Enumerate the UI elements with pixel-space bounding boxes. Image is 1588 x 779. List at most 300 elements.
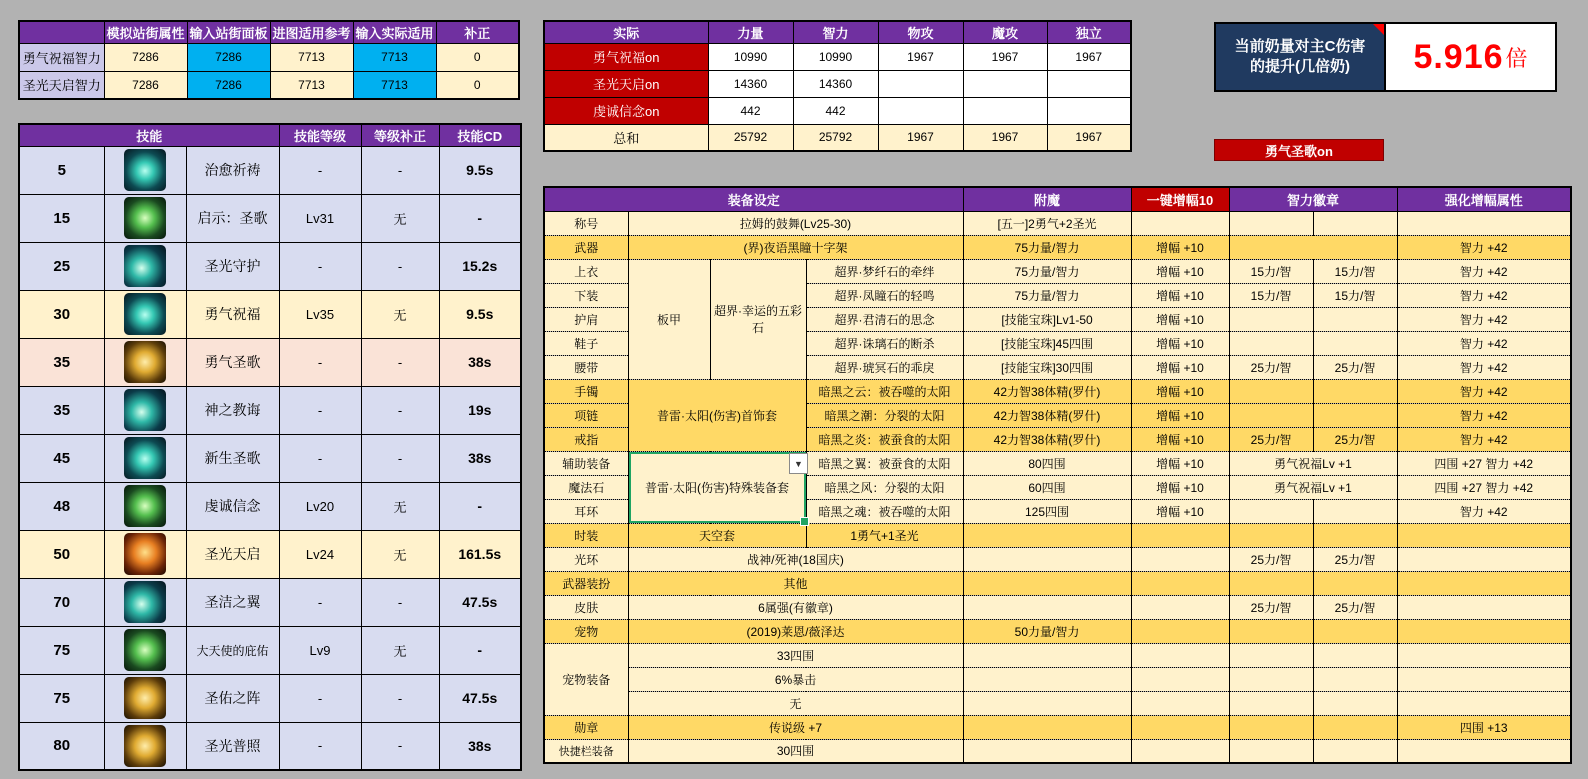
item-name: 30四围 [628,739,963,763]
slot-label: 魔法石 [544,475,628,499]
skill-row [19,194,521,242]
courage-hymn-icon [124,341,166,383]
reinforce-value: 四围 +27 智力 +42 [1397,451,1571,475]
revelation-hymn-icon [124,197,166,239]
skill-name: 圣光普照 [186,722,279,770]
stat-value: 7286 [104,71,187,99]
slot-label: 时装 [544,523,628,547]
badge-value: 25力/智 [1229,595,1313,619]
gods-teaching-icon [124,389,166,431]
slot-label: 戒指 [544,427,628,451]
item-name: 天空套 [628,523,806,547]
skill-cd: 38s [439,434,521,482]
level-fix: 无 [361,626,439,674]
reinforce-value [1397,667,1571,691]
skill-name: 圣光天启 [186,530,279,578]
skill-cd: 161.5s [439,530,521,578]
badge-value [1229,571,1313,595]
reinforce-value: 智力 +42 [1397,403,1571,427]
item-name: 超界·君清石的思念 [806,307,963,331]
reinforce-value: 智力 +42 [1397,235,1571,259]
table-row [19,124,521,146]
enchant-value: 75力量/智力 [963,235,1131,259]
column-header: 实际 [544,21,708,43]
enchant-value: 42力智38体精(罗什) [963,427,1131,451]
skill-row [19,338,521,386]
enchant-value: 75力量/智力 [963,259,1131,283]
enchant-value: 50力量/智力 [963,619,1131,643]
stat-value [1047,70,1131,97]
holy-wings-icon [124,581,166,623]
reinforce-value: 智力 +42 [1397,499,1571,523]
reinforce-value: 智力 +42 [1397,331,1571,355]
skill-name: 治愈祈祷 [186,146,279,194]
stat-value: 1967 [963,43,1047,70]
badge-value [1229,499,1313,523]
badge-value: 15力/智 [1229,283,1313,307]
slot-label: 称号 [544,211,628,235]
skill-req-level: 48 [19,482,104,530]
amplify-value: 增幅 +10 [1131,427,1229,451]
enchant-value: [技能宝珠]30四围 [963,355,1131,379]
skill-row [19,386,521,434]
skill-level: - [279,674,361,722]
slot-label: 手镯 [544,379,628,403]
amplify-value: 增幅 +10 [1131,307,1229,331]
skill-req-level: 45 [19,434,104,482]
item-name: 其他 [628,571,963,595]
skill-req-level: 30 [19,290,104,338]
skill-row [19,434,521,482]
chevron-down-icon: ▼ [794,458,803,469]
amplify-value [1131,643,1229,667]
stat-value: 10990 [793,43,878,70]
skill-cd: 15.2s [439,242,521,290]
equipment-row [544,619,1571,643]
skill-icon-cell [104,434,186,482]
amplify-value [1131,547,1229,571]
reinforce-value: 智力 +42 [1397,259,1571,283]
column-header: 模拟站街属性 [104,21,187,43]
level-fix: - [361,386,439,434]
column-header: 进图适用参考 [270,21,353,43]
item-name: 拉姆的鼓舞(Lv25-30) [628,211,963,235]
item-name: 战神/死神(18国庆) [628,547,963,571]
slot-label: 腰带 [544,355,628,379]
stat-value: 1967 [1047,43,1131,70]
column-header: 魔攻 [963,21,1047,43]
enchant-value: 42力智38体精(罗什) [963,403,1131,427]
badge-value [1229,643,1313,667]
stat-value: 7713 [270,71,353,99]
column-header: 力量 [708,21,793,43]
table-row [19,21,519,43]
item-name: 无 [628,691,963,715]
slot-label: 宠物 [544,619,628,643]
equipment-row [544,739,1571,763]
table-row [544,70,1131,97]
badge-value: 25力/智 [1313,427,1397,451]
skill-level: Lv9 [279,626,361,674]
skill-header: 技能 [19,124,279,146]
slot-label: 武器 [544,235,628,259]
level-fix: - [361,722,439,770]
slot-label: 下装 [544,283,628,307]
slot-label: 鞋子 [544,331,628,355]
amplify-value: 增幅 +10 [1131,379,1229,403]
enchant-value: 42力智38体精(罗什) [963,379,1131,403]
skill-icon-cell [104,674,186,722]
stat-value: 7286 [104,43,187,71]
enchant-value: [技能宝珠]Lv1-50 [963,307,1131,331]
badge-header: 智力徽章 [1229,187,1397,211]
item-name: (界)夜语黑瞳十字架 [628,235,963,259]
item-name: 超界·凤瞳石的轻鸣 [806,283,963,307]
healing-prayer-icon [124,149,166,191]
badge-value: 25力/智 [1229,427,1313,451]
table-row [544,124,1131,151]
skill-icon-cell [104,626,186,674]
item-name: 6%暴击 [628,667,963,691]
skill-name: 启示：圣歌 [186,194,279,242]
reinforce-value [1397,547,1571,571]
skill-req-level: 70 [19,578,104,626]
skill-icon-cell [104,194,186,242]
item-name: 暗黑之云：被吞噬的太阳 [806,379,963,403]
badge-value [1313,643,1397,667]
stat-input[interactable]: 7713 [353,43,436,71]
item-name: 暗黑之翼：被蚕食的太阳 [806,451,963,475]
buff-toggle-holy-apocalypse[interactable]: 圣光天启on [544,70,708,97]
multiplier-value-box [1386,22,1557,92]
reinforce-value [1397,739,1571,763]
holy-guard-icon [124,245,166,287]
skill-level: - [279,338,361,386]
stat-input[interactable]: 7286 [187,71,270,99]
slot-label: 光环 [544,547,628,571]
skill-level: - [279,146,361,194]
reinforce-header: 强化增幅属性 [1397,187,1571,211]
equipment-row [544,235,1571,259]
slot-label: 辅助装备 [544,451,628,475]
badge-value [1313,571,1397,595]
badge-value [1313,331,1397,355]
skill-cd: 47.5s [439,674,521,722]
stat-value: 0 [436,71,519,99]
multiplier-value: 5.916 [1413,37,1504,76]
skill-cd: 47.5s [439,578,521,626]
table-row [544,187,1571,211]
multiplier-label: 当前奶量对主C伤害的提升(几倍奶) [1234,37,1366,75]
skill-icon-cell [104,242,186,290]
skill-cd-header: 技能CD [439,124,521,146]
multiplier-unit: 倍 [1505,45,1528,71]
enchant-value: 80四围 [963,451,1131,475]
skill-name: 勇气圣歌 [186,338,279,386]
badge-value: 勇气祝福Lv +1 [1229,451,1397,475]
row-label: 勇气祝福智力 [19,43,104,71]
badge-value [1229,619,1313,643]
skill-cd: - [439,194,521,242]
badge-value [1229,739,1313,763]
level-fix-header: 等级补正 [361,124,439,146]
total-value: 25792 [708,124,793,151]
item-name: 6属强(有徽章) [628,595,963,619]
stat-value: 0 [436,43,519,71]
skill-level: Lv35 [279,290,361,338]
total-value: 1967 [1047,124,1131,151]
total-value: 1967 [878,124,963,151]
skill-level-header: 技能等级 [279,124,361,146]
comment-marker-icon [1373,24,1384,35]
holy-radiance-icon [124,725,166,767]
item-name: 超界·诛璃石的断杀 [806,331,963,355]
skill-icon-cell [104,578,186,626]
enchant-value [963,739,1131,763]
badge-value [1229,403,1313,427]
badge-value: 25力/智 [1229,355,1313,379]
amplify-value [1131,595,1229,619]
level-fix: - [361,578,439,626]
badge-value: 勇气祝福Lv +1 [1229,475,1397,499]
enchant-value: [五一]2勇气+2圣光 [963,211,1131,235]
item-name: 传说级 +7 [628,715,963,739]
badge-value: 25力/智 [1229,547,1313,571]
skill-icon-cell [104,290,186,338]
level-fix: - [361,242,439,290]
equipment-section [543,186,1572,764]
skill-icon-cell [104,386,186,434]
skill-cd: 38s [439,338,521,386]
reinforce-value: 四围 +27 智力 +42 [1397,475,1571,499]
equipment-row [544,595,1571,619]
amplify-value [1131,715,1229,739]
reinforce-value: 智力 +42 [1397,283,1571,307]
table-row [544,43,1131,70]
stat-value: 1967 [878,43,963,70]
skill-cd: - [439,626,521,674]
item-name: 暗黑之炎：被蚕食的太阳 [806,427,963,451]
total-label: 总和 [544,124,708,151]
armor-type: 板甲 [628,259,710,379]
stat-value: 10990 [708,43,793,70]
slot-label: 武器装扮 [544,571,628,595]
level-fix: 无 [361,194,439,242]
badge-value [1313,691,1397,715]
skill-icon-cell [104,338,186,386]
actual-stats-table [543,20,1132,152]
skill-row [19,578,521,626]
skill-req-level: 5 [19,146,104,194]
badge-value [1229,715,1313,739]
skill-icon-cell [104,530,186,578]
column-header: 补正 [436,21,519,43]
skill-cd: 19s [439,386,521,434]
badge-value [1313,403,1397,427]
badge-value [1229,523,1313,547]
equipment-row [544,571,1571,595]
badge-value [1229,331,1313,355]
badge-value [1313,499,1397,523]
courage-blessing-icon [124,293,166,335]
skill-cd: 9.5s [439,146,521,194]
amplify-value [1131,691,1229,715]
badge-value [1229,667,1313,691]
stat-value: 7713 [270,43,353,71]
jewelry-set-name: 普雷·太阳(伤害)首饰套 [628,379,806,451]
skill-req-level: 35 [19,386,104,434]
one-key-amplify-button[interactable]: 一键增幅10 [1131,187,1229,211]
holy-array-icon [124,677,166,719]
level-fix: 无 [361,482,439,530]
amplify-value: 增幅 +10 [1131,499,1229,523]
equipment-row [544,715,1571,739]
equipment-row [544,523,1571,547]
skill-icon-cell [104,722,186,770]
skill-cd: 38s [439,722,521,770]
level-fix: - [361,434,439,482]
total-value: 1967 [963,124,1047,151]
enchant-value: 125四围 [963,499,1131,523]
skill-row [19,722,521,770]
armor-set-name: 超界·幸运的五彩石 [710,259,806,379]
buff-toggle-devout-faith[interactable]: 虔诚信念on [544,97,708,124]
skill-icon-cell [104,482,186,530]
skill-name: 勇气祝福 [186,290,279,338]
equipment-setup-header: 装备设定 [544,187,963,211]
amplify-value: 增幅 +10 [1131,283,1229,307]
badge-value [1313,715,1397,739]
skill-row [19,530,521,578]
badge-value: 25力/智 [1313,595,1397,619]
reinforce-value: 智力 +42 [1397,427,1571,451]
skill-row [19,482,521,530]
total-value: 25792 [793,124,878,151]
badge-value [1229,379,1313,403]
skill-name: 大天使的庇佑 [186,626,279,674]
item-name: 超界·琥冥石的乖戾 [806,355,963,379]
equipment-row [544,643,1571,667]
amplify-value: 增幅 +10 [1131,475,1229,499]
stat-value [878,97,963,124]
badge-value [1313,379,1397,403]
skill-req-level: 75 [19,674,104,722]
badge-value [1313,211,1397,235]
amplify-value [1131,523,1229,547]
level-fix: - [361,338,439,386]
dropdown-button[interactable] [789,453,808,474]
skill-level: - [279,578,361,626]
skill-level: - [279,386,361,434]
enchant-value [963,691,1131,715]
buff-toggle-courage-blessing[interactable]: 勇气祝福on [544,43,708,70]
item-name: 暗黑之魂：被吞噬的太阳 [806,499,963,523]
slot-label: 快捷栏装备 [544,739,628,763]
item-name: 暗黑之潮：分裂的太阳 [806,403,963,427]
stat-value: 442 [708,97,793,124]
level-fix: - [361,674,439,722]
stat-input[interactable]: 7713 [353,71,436,99]
enchant-value [963,715,1131,739]
enchant-value [963,595,1131,619]
badge-value [1313,619,1397,643]
level-fix: 无 [361,290,439,338]
skill-name: 圣佑之阵 [186,674,279,722]
special-set-selected-cell[interactable]: 普雷·太阳(伤害)特殊装备套 [628,451,806,523]
corner-header [19,21,104,43]
amplify-value: 增幅 +10 [1131,259,1229,283]
equipment-row [544,211,1571,235]
column-header: 独立 [1047,21,1131,43]
skill-level: - [279,722,361,770]
equipment-row [544,259,1571,283]
stat-value: 14360 [793,70,878,97]
column-header: 输入站街面板 [187,21,270,43]
skill-name: 虔诚信念 [186,482,279,530]
skill-req-level: 15 [19,194,104,242]
badge-value: 15力/智 [1313,259,1397,283]
stat-value [963,70,1047,97]
item-name: 暗黑之风：分裂的太阳 [806,475,963,499]
enchant-value: 75力量/智力 [963,283,1131,307]
enchant-value [963,643,1131,667]
stat-value: 442 [793,97,878,124]
badge-value [1313,307,1397,331]
equipment-row [544,451,1571,475]
skill-level: - [279,434,361,482]
stat-value [1047,97,1131,124]
column-header: 智力 [793,21,878,43]
enchant-value: 60四围 [963,475,1131,499]
enchant-value [963,523,1131,547]
enchant-value [963,547,1131,571]
badge-value [1229,307,1313,331]
level-fix: 无 [361,530,439,578]
skill-level: - [279,242,361,290]
badge-value [1229,235,1397,259]
archangel-blessing-icon [124,629,166,671]
amplify-value: 增幅 +10 [1131,355,1229,379]
skill-req-level: 50 [19,530,104,578]
enchant-value [963,571,1131,595]
skill-table [18,123,522,771]
amplify-value: 增幅 +10 [1131,403,1229,427]
amplify-value: 增幅 +10 [1131,451,1229,475]
badge-value [1229,691,1313,715]
equipment-row [544,379,1571,403]
skill-cd: - [439,482,521,530]
reinforce-value [1397,619,1571,643]
stat-value [963,97,1047,124]
reinforce-value: 四围 +13 [1397,715,1571,739]
skill-row [19,290,521,338]
skill-level: Lv31 [279,194,361,242]
stat-input[interactable]: 7286 [187,43,270,71]
reinforce-value [1397,523,1571,547]
skill-row [19,674,521,722]
equipment-row [544,691,1571,715]
reinforce-value: 智力 +42 [1397,355,1571,379]
reinforce-value [1397,643,1571,667]
equipment-table [543,186,1572,764]
badge-value: 15力/智 [1229,259,1313,283]
slot-label: 宠物装备 [544,643,628,715]
badge-value [1313,739,1397,763]
courage-hymn-toggle-button[interactable]: 勇气圣歌on [1214,139,1384,161]
table-row [19,43,519,71]
amplify-value: 增幅 +10 [1131,331,1229,355]
enchant-value [963,667,1131,691]
